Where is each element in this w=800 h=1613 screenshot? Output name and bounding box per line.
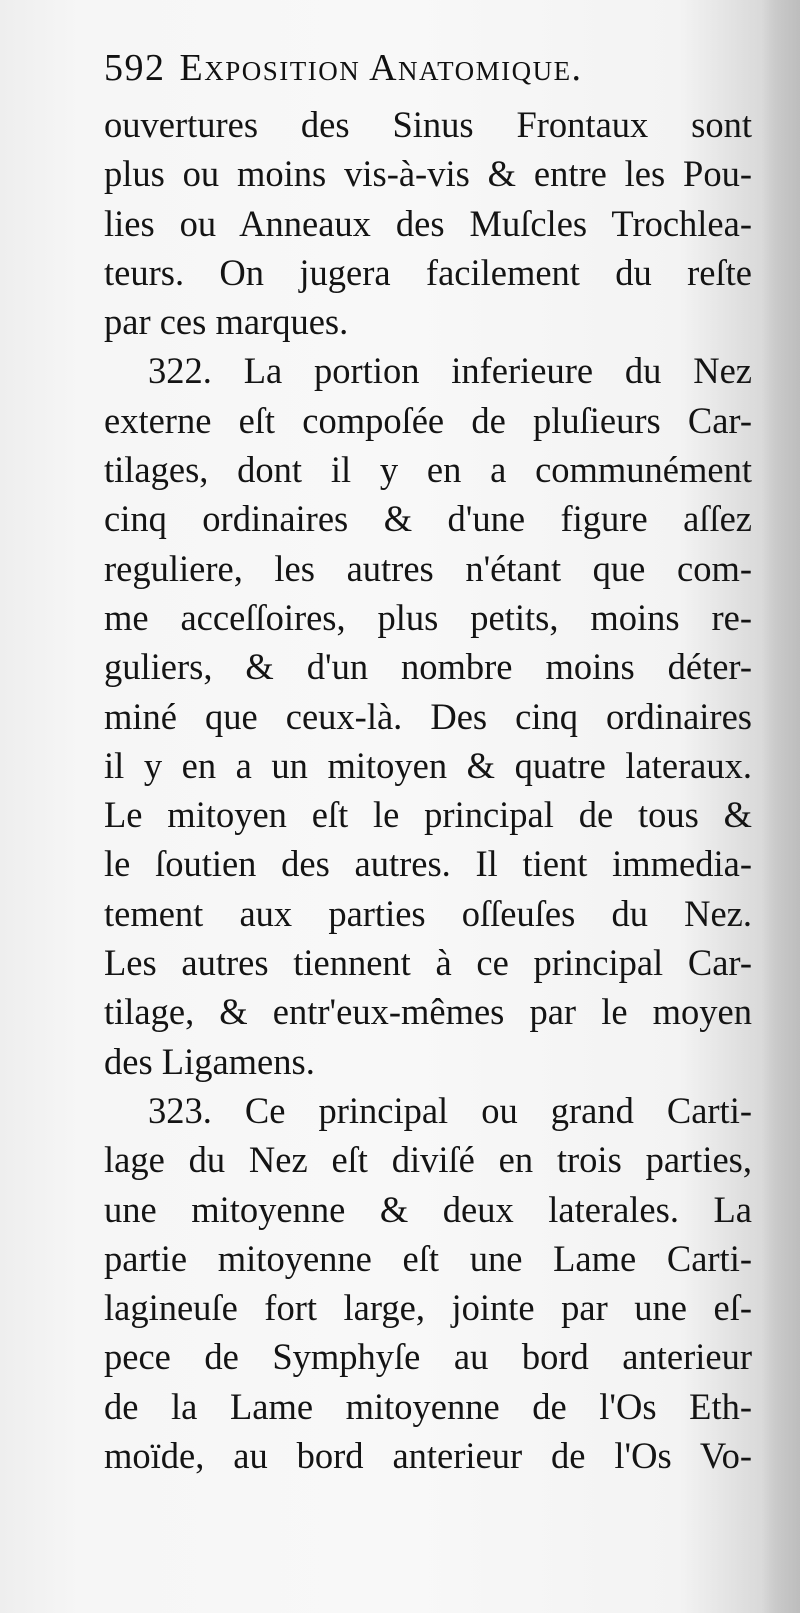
- text-line: Les autres tiennent à ce principal Car-: [104, 942, 752, 984]
- text-line: moïde, au bord anterieur de l'Os Vo-: [104, 1435, 752, 1477]
- text-line: tilages, dont il y en a communément: [104, 449, 752, 491]
- body-text: [104, 100, 752, 1480]
- text-line: une mitoyenne & deux laterales. La: [104, 1188, 752, 1230]
- text-line: miné que ceux-là. Des cinq ordinaires: [104, 695, 752, 737]
- text-line: tilage, & entr'eux-mêmes par le moyen: [104, 991, 752, 1033]
- text-line: externe eſt compoſée de pluſieurs Car-: [104, 399, 752, 441]
- text-line: lies ou Anneaux des Muſcles Trochlea-: [104, 202, 752, 244]
- text-line: reguliere, les autres n'étant que com-: [104, 547, 752, 589]
- text-line: ouvertures des Sinus Frontaux sont: [104, 104, 752, 145]
- text-line: lagineuſe fort large, jointe par une eſ-: [104, 1287, 752, 1329]
- text-line: le ſoutien des autres. Il tient immedia-: [104, 843, 752, 885]
- text-line: plus ou moins vis-à-vis & entre les Pou-: [104, 153, 752, 195]
- text-line: de la Lame mitoyenne de l'Os Eth-: [104, 1385, 752, 1427]
- text-line: guliers, & d'un nombre moins déter-: [104, 646, 752, 688]
- text-line: cinq ordinaires & d'une figure aſſez: [104, 498, 752, 540]
- page-number: 592: [104, 47, 166, 89]
- text-line: me acceſſoires, plus petits, moins re-: [104, 596, 752, 638]
- running-header: [104, 46, 744, 90]
- text-line: lage du Nez eſt diviſé en trois parties,: [104, 1139, 752, 1181]
- text-line: teurs. On jugera facilement du reſte: [104, 251, 752, 293]
- paragraph-323-start: 323. Ce principal ou grand Carti-: [148, 1089, 752, 1131]
- running-title: Exposition Anatomique.: [179, 47, 583, 89]
- text-line: par ces marques.: [104, 301, 349, 343]
- text-line: des Ligamens.: [104, 1040, 315, 1082]
- text-line: tement aux parties oſſeuſes du Nez.: [104, 892, 752, 934]
- text-line: partie mitoyenne eſt une Lame Carti-: [104, 1237, 752, 1279]
- text-line: il y en a un mitoyen & quatre lateraux.: [104, 744, 752, 786]
- text-line: pece de Symphyſe au bord anterieur: [104, 1336, 752, 1378]
- paragraph-322-start: 322. La portion inferieure du Nez: [148, 350, 752, 392]
- text-line: Le mitoyen eſt le principal de tous &: [104, 794, 752, 836]
- page-gutter-shadow: [762, 0, 800, 1613]
